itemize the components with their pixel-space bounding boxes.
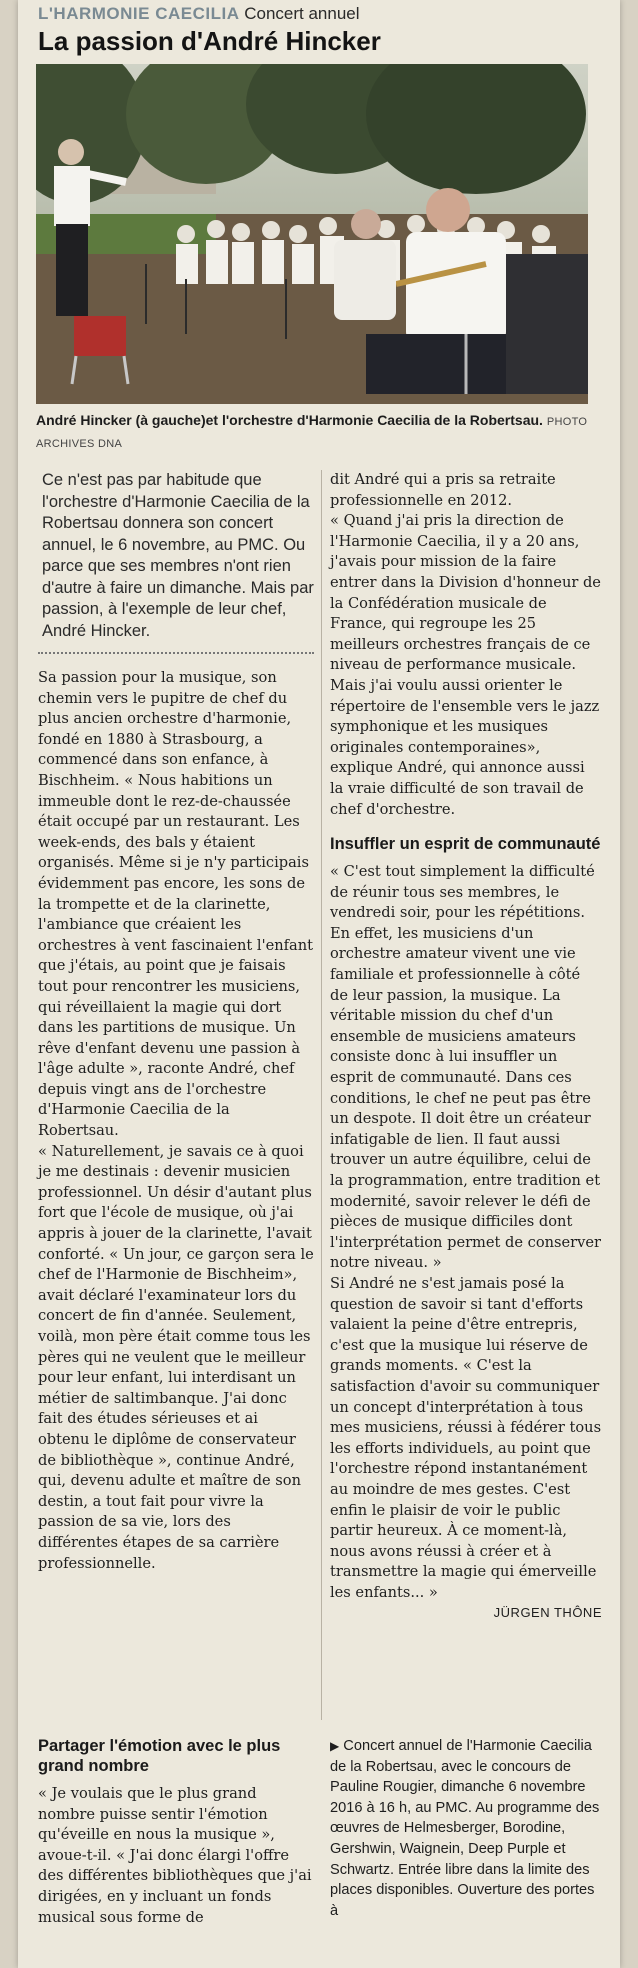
kicker-category: Concert annuel [244,4,360,23]
body-paragraph: « Quand j'ai pris la direction de l'Harmonie Caecilia, il y a 20 ans, j'avais pour mission de la faire entrer dans la Division d'honneur de la Confédération musicale de France, qui regroupe les 25 meilleurs orchestres français de ce niveau de performance musicale. Mais j'ai voulu aussi orienter le répertoire de l'ensemble vers le jazz symphonique et les musiques originales contemporaines», explique André, qui annonce aussi la vraie difficulté de son travail de chef d'orchestre. [330,512,601,818]
newspaper-clipping [18,0,620,1968]
left-column [38,470,314,1574]
subheading: Partager l'émotion avec le plus grand nombre [38,1737,281,1775]
body-paragraph: « C'est tout simplement la difficulté de réunir tous ses membres, le vendredi soir, pour les répétitions. En effet, les musiciens d'un orchestre amateur vivent une vie familiale et professionnelle à côté de leur passion, la musique. La véritable mission du chef d'un ensemble de musiciens amateurs consiste donc à lui insuffler un esprit de communauté. Dans ces conditions, le chef ne peut pas être un despote. Il doit être un créateur infatigable de lien. Il faut aussi trouver un autre équilibre, celui de la programmation, entre tradition et modernité, savoir relever le défi de pièces de musique difficiles dont l'interprétation permet de conserver notre niveau. » [330,863,601,1272]
body-paragraph: Sa passion pour la musique, son chemin vers le pupitre de chef du plus ancien orchestre d'harmonie, fondé en 1880 à Strasbourg, a commencé dans son enfance, à Bischheim. « Nous habitions un immeuble dont le rez-de-chaussée était occupé par un restaurant. Les week-ends, des bals y étaient organisés. Même si je n'y participais évidemment pas encore, les sons de la trompette et de la clarinette, l'ambiance que créaient les orchestres à vent fascinaient l'enfant que j'étais, au point que je faisais tout pour rencontrer les musiciens, qui réveillaient la magie qui dort dans les partitions de musique. Un rêve d'enfant devenu une passion à l'âge adulte », raconte André, chef depuis vingt ans de l'orchestre d'Harmonie Caecilia de la Robertsau. [38,669,314,1140]
concert-info [330,1736,602,1921]
subheading: Insuffler un esprit de communauté [330,835,601,854]
article-photo [36,64,588,404]
dotted-separator [38,652,314,654]
body-paragraph: « Naturellement, je savais ce à quoi je me destinais : devenir musicien professionnel. Un désir d'autant plus fort que l'école de musique, où j'ai appris à jouer de la clarinette, l'avait conforté. « Un jour, ce garçon sera le chef de l'Harmonie de Bischheim», avait déclaré l'examinateur lors du concert de fin d'année. Seulement, voilà, mon père était comme tous les pères qui ne veulent que le meilleur pour leur enfant, lui interdisant un métier de saltimbanque. J'ai donc fait des études sérieuses et ai obtenu le diplôme de conservateur de bibliothèque », continue André, qui, devenu adulte et maître de son destin, a tout fait pour vivre la passion de sa vie, lors des différentes étapes de sa carrière professionnelle. [38,1142,314,1572]
photo-caption [36,410,592,454]
headline: La passion d'André Hincker [38,26,381,56]
bottom-left-section [38,1722,314,1928]
kicker [38,4,360,24]
photo-credit: PHOTO ARCHIVES DNA [36,416,588,450]
kicker-brand: L'HARMONIE CAECILIA [38,4,240,23]
concert-info-text: Concert annuel de l'Harmonie Caecilia de la Robertsau, avec le concours de Pauline Rougier, dimanche 6 novembre 2016 à 16 h, au PMC. Au programme des œuvres de Helmesberger, Borodine, Gershwin, Waignein, Deep Purple et Schwartz. Entrée libre dans la limite des places disponibles. Ouverture des portes à [330,1738,600,1919]
body-paragraph: Si André ne s'est jamais posé la question de savoir si tant d'efforts valaient la peine d'être entrepris, c'est que la musique lui réserve de grands moments. « C'est la satisfaction d'avoir su communiquer un concept d'interprétation à tous mes musiciens, réussi à fédérer tous les efforts individuels, au point que l'orchestre répond instantanément au moindre de mes gestes. C'est enfin le plaisir de voir le public partir heureux. À ce moment-là, nous avons réussi à créer et à transmettre la magie qui émerveille les enfants... » [330,1274,602,1601]
body-paragraph: « Je voulais que le plus grand nombre puisse sentir l'émotion qu'éveille en nous la musique », avoue-t-il. « J'ai donc élargi l'offre des différentes bibliothèques que j'ai dirigées, en y incluant un fonds musical sous forme de [38,1785,312,1926]
body-paragraph: dit André qui a pris sa retraite professionnelle en 2012. [330,471,556,509]
column-divider [321,470,322,1720]
right-column [330,470,602,1620]
author-signature: JÜRGEN THÔNE [493,1605,602,1621]
concert-info-box [330,1736,602,1921]
caption-text: André Hincker (à gauche)et l'orchestre d'Harmonie Caecilia de la Robertsau. [36,412,543,428]
orchestra-photo-illustration [36,64,588,404]
arrow-icon: ▶ [330,1739,340,1753]
lede-paragraph: Ce n'est pas par habitude que l'orchestre d'Harmonie Caecilia de la Robertsau donnera son concert annuel, le 6 novembre, au PMC. Ou parce que ses membres n'ont rien d'autre à faire un dimanche. Mais par passion, à l'exemple de leur chef, André Hincker. [42,471,314,640]
